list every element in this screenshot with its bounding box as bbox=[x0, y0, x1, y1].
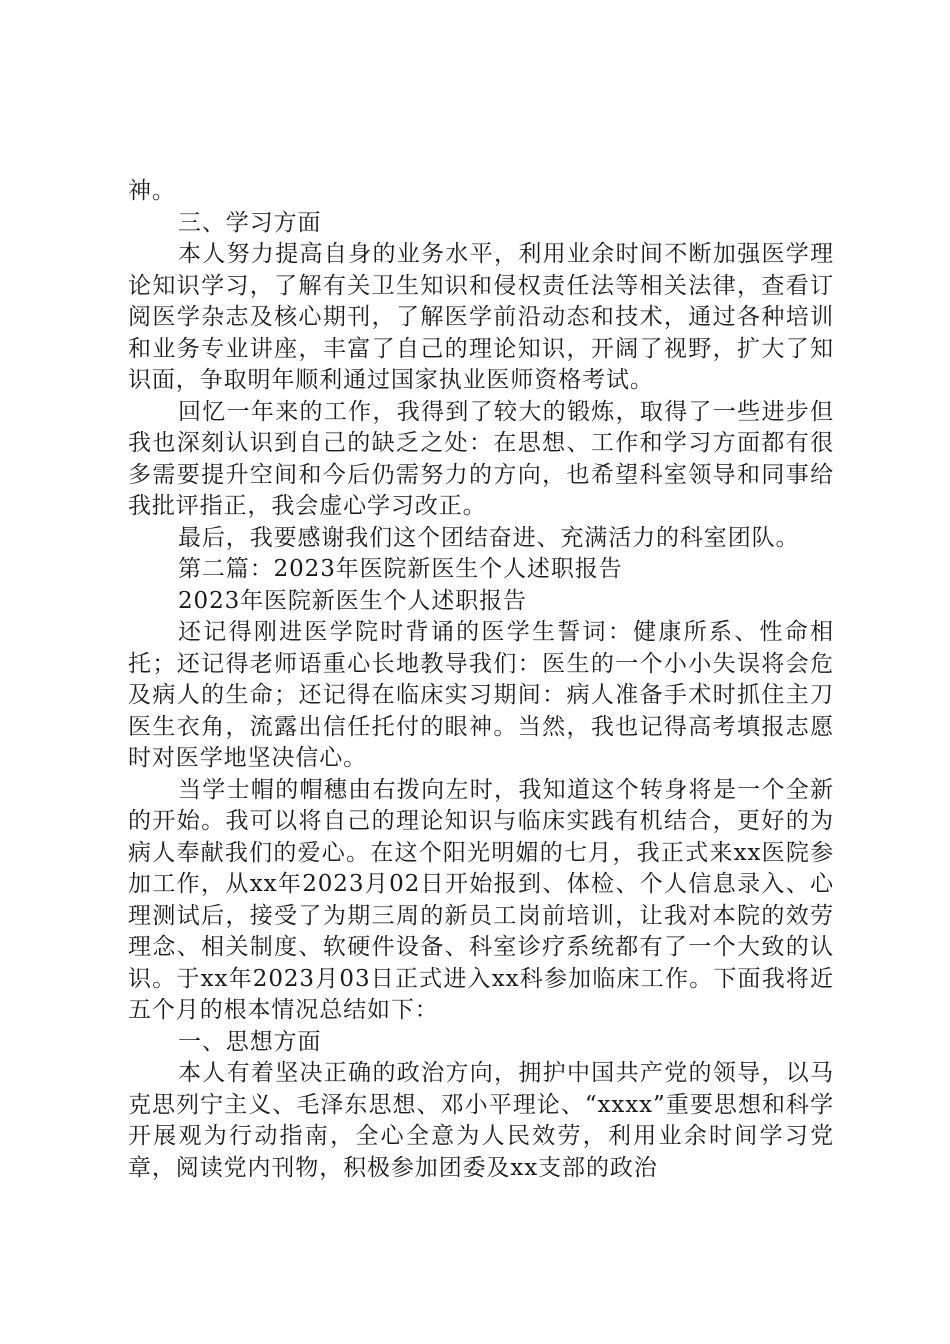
paragraph-study: 本人努力提高自身的业务水平，利用业余时间不断加强医学理论知识学习，了解有关卫生知识和侵权责任法等相关法律，查看订阅医学杂志及核心期刊，了解医学前沿动态和技术，通过各种培训和业务专业讲座，丰富了自己的理论知识，开阔了视野，扩大了知识面，争取明年顺利通过国家执业医师资格考试。 bbox=[128, 241, 834, 393]
paragraph-oath: 还记得刚进医学院时背诵的医学生誓词：健康所系、性命相托；还记得老师语重心长地教导我们：医生的一个小小失误将会危及病人的生命；还记得在临床实习期间：病人准备手术时抓住主刀医生衣角，流露出信任托付的眼神。当然，我也记得高考填报志愿时对医学地坚决信心。 bbox=[128, 619, 834, 771]
section-heading-ideology: 一、思想方面 bbox=[178, 1028, 322, 1055]
paragraph-continuation: 神。 bbox=[128, 178, 176, 204]
section-heading-study: 三、学习方面 bbox=[178, 209, 322, 236]
paragraph-start: 当学士帽的帽穗由右拨向左时，我知道这个转身将是一个全新的开始。我可以将自己的理论知识与临床实践有机结合，更好的为病人奉献我们的爱心。在这个阳光明媚的七月，我正式来xx医院参加工作，从xx年2023月02日开始报到、体检、个人信息录入、心理测试后，接受了为期三周的新员工岗前培训，让我对本院的效劳理念、相关制度、软硬件设备、科室诊疗系统都有了一个大致的认识。于xx年2023月03日正式进入xx科参加临床工作。下面我将近五个月的根本情况总结如下： bbox=[128, 776, 834, 1023]
paragraph-thanks: 最后，我要感谢我们这个团结奋进、充满活力的科室团队。 bbox=[178, 524, 800, 551]
paragraph-review: 回忆一年来的工作，我得到了较大的锻炼，取得了一些进步但我也深刻认识到自己的缺乏之处：在思想、工作和学习方面都有很多需要提升空间和今后仍需努力的方向，也希望科室领导和同事给我批评指正，我会虚心学习改正。 bbox=[128, 398, 834, 519]
report-title: 2023年医院新医生个人述职报告 bbox=[178, 587, 527, 614]
paragraph-ideology: 本人有着坚决正确的政治方向，拥护中国共产党的领导，以马克思列宁主义、毛泽东思想、邓小平理论、“xxxx”重要思想和科学开展观为行动指南，全心全意为人民效劳，利用业余时间学习党章，阅读党内刊物，积极参加团委及xx支部的政治 bbox=[128, 1060, 834, 1181]
document-body bbox=[128, 176, 834, 1184]
chapter-heading: 第二篇：2023年医院新医生个人述职报告 bbox=[178, 556, 623, 582]
